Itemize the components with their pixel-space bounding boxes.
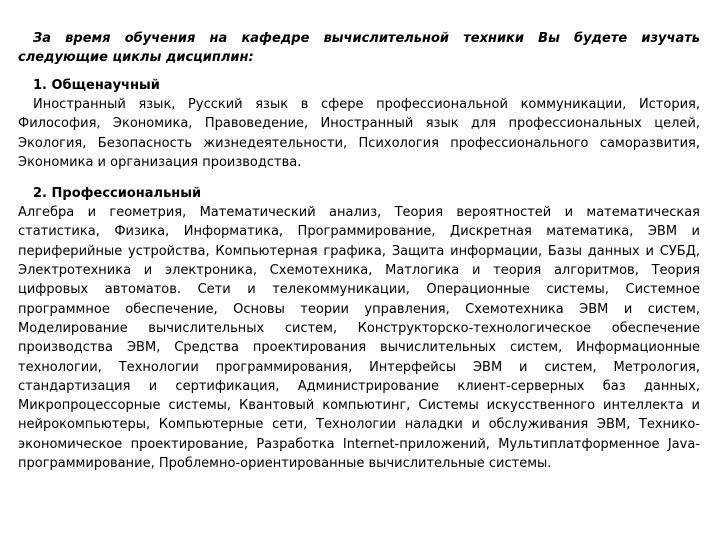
section-professional — [18, 184, 700, 473]
section-heading-general: 1. Общенаучный — [33, 78, 160, 93]
section-heading-professional: 2. Профессиональный — [33, 186, 202, 202]
section-body-professional: Алгебра и геометрия, Математический анализ, Теория вероятностей и математическая статистика, Физика, Информатика, Программирование, Дискретная математика, ЭВМ и периферийные устройства, Компьютерная графика, Защита информации, Базы данных и СУБД, Электротехника и электроника, Схемотехника, Матлогика и теория алгоритмов, Теория цифровых автоматов. Сети и телекоммуникации, Операционные системы, Системное программное обеспечение, Основы теории управления, Схемотехника ЭВМ и систем, Моделирование вычислительных систем, Конструкторско-технологическое обеспечение производства ЭВМ, Средства проектирования вычислительных систем, Информационные технологии, Технологии программирования, Интерфейсы ЭВМ и систем, Метрология, стандартизация и сертификация, Администрирование клиент-серверных баз данных, Микропроцессорные системы, Квантовый компьютинг, Системы искусственного интеллекта и нейрокомпьютеры, Компьютерные сети, Технологии наладки и обслуживания ЭВМ, Технико-экономическое проектирование, Разработка Internet-приложений, Мультиплатформенное Java-программирование, Проблемно-ориентированные вычислительные системы. — [18, 205, 700, 472]
section-general — [18, 76, 700, 172]
section-body-general: Иностранный язык, Русский язык в сфере профессиональной коммуникации, История, Философия, Экономика, Правоведение, Иностранный язык для профессиональных целей, Экология, Безопасность жизнедеятельности, Психология профессионального саморазвития, Экономика и организация производства. — [18, 97, 700, 170]
intro-text: За время обучения на кафедре вычислительной техники Вы будете изучать следующие циклы дисциплин: — [18, 31, 700, 65]
